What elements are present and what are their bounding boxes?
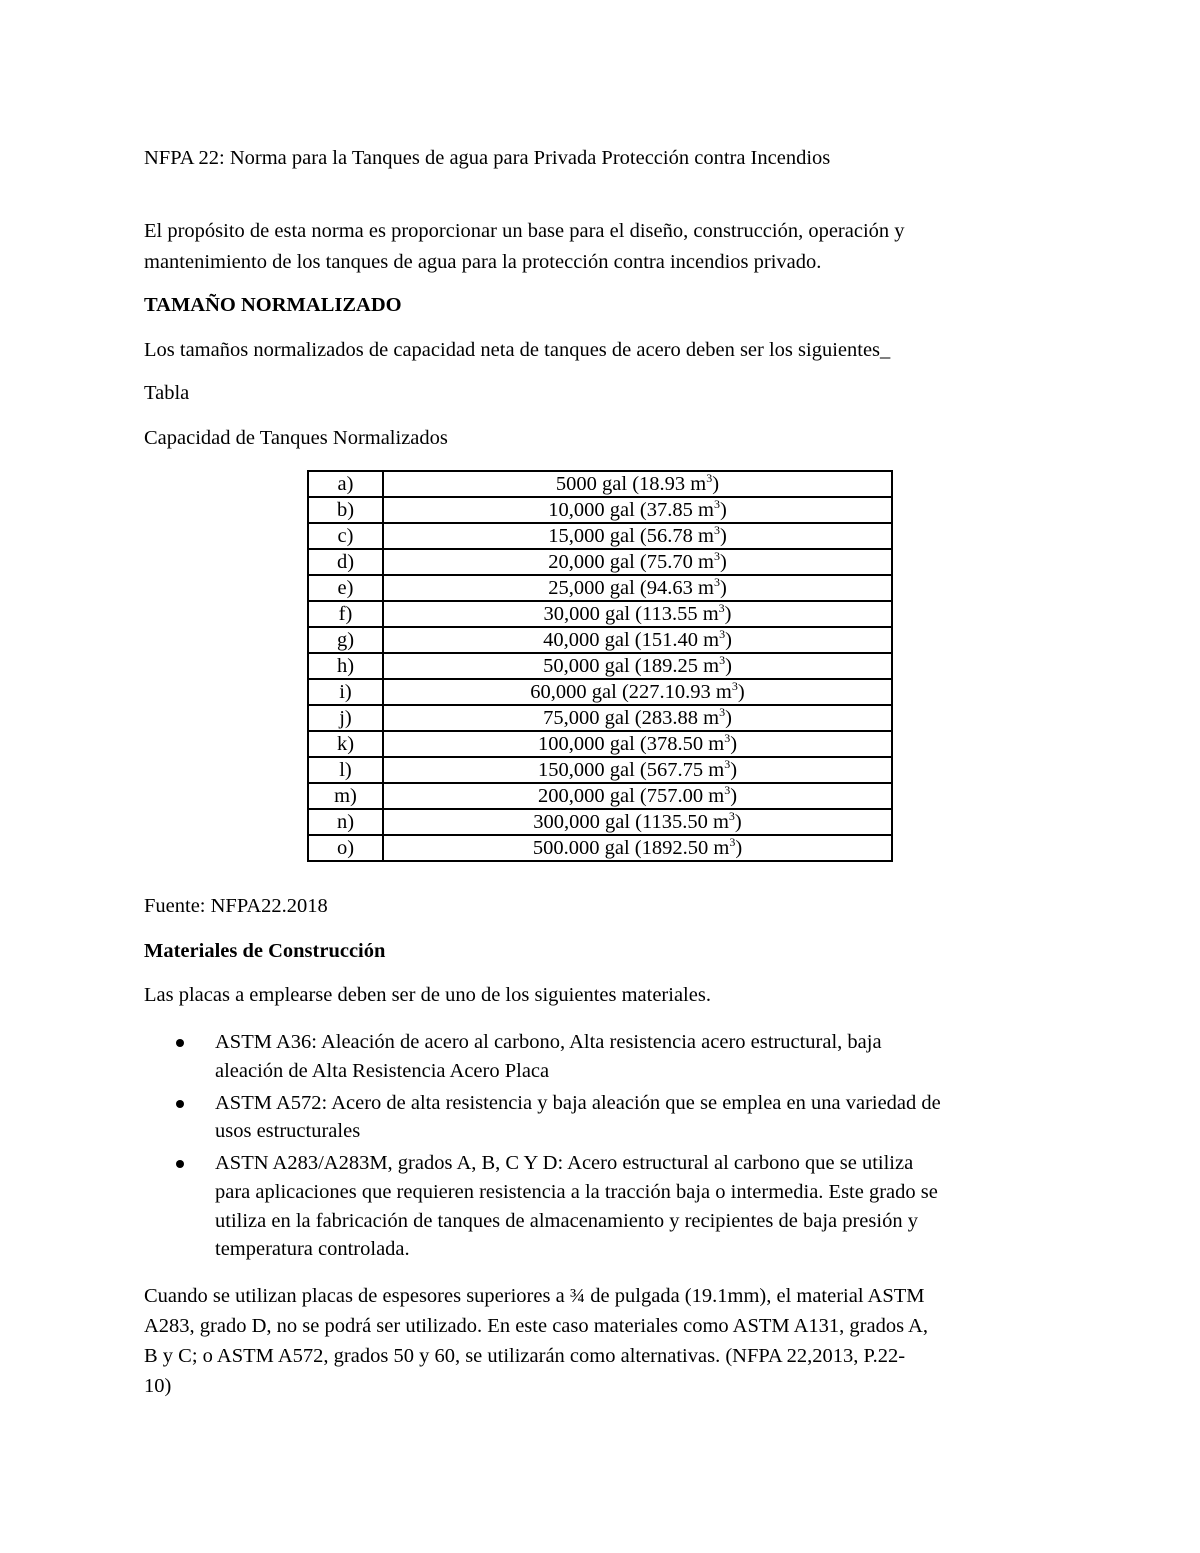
row-key: g) xyxy=(308,627,383,653)
capacity-text: 5000 gal (18.93 m xyxy=(555,473,707,495)
row-key: i) xyxy=(308,679,383,705)
superscript: 3 xyxy=(718,601,725,616)
capacity-text: 200,000 gal (757.00 m xyxy=(537,785,725,807)
row-key: b) xyxy=(308,497,383,523)
row-key: f) xyxy=(308,601,383,627)
paren: ) xyxy=(730,759,738,781)
closing-line: 10) xyxy=(144,1375,172,1397)
heading-materials: Materiales de Construcción xyxy=(144,940,386,962)
table-caption: Capacidad de Tanques Normalizados xyxy=(144,427,448,449)
row-capacity xyxy=(383,731,892,757)
table-row xyxy=(308,497,892,523)
row-capacity xyxy=(383,705,892,731)
paren: ) xyxy=(719,551,727,573)
capacity-text: 50,000 gal (189.25 m xyxy=(543,655,720,677)
capacity-text: 500.000 gal (1892.50 m xyxy=(532,837,730,859)
materials-intro: Las placas a emplearse deben ser de uno de los siguientes materiales. xyxy=(144,984,711,1006)
superscript: 3 xyxy=(724,757,731,772)
paren: ) xyxy=(730,733,738,755)
capacity-text: 15,000 gal (56.78 m xyxy=(548,525,714,547)
row-capacity xyxy=(383,627,892,653)
capacity-text: 10,000 gal (37.85 m xyxy=(548,499,714,521)
table-row xyxy=(308,653,892,679)
table-row xyxy=(308,757,892,783)
row-key: k) xyxy=(308,731,383,757)
superscript: 3 xyxy=(713,549,720,564)
capacity-text: 75,000 gal (283.88 m xyxy=(543,707,720,729)
paren: ) xyxy=(719,499,727,521)
row-key: h) xyxy=(308,653,383,679)
table-row xyxy=(308,549,892,575)
paren: ) xyxy=(725,655,732,677)
bullet-text: ASTM A572: Acero de alta resistencia y baja aleación que se emplea en una variedad de xyxy=(215,1092,941,1114)
table-row xyxy=(308,627,892,653)
purpose-line: mantenimiento de los tanques de agua para la protección contra incendios privado. xyxy=(144,251,822,273)
paren: ) xyxy=(712,473,720,495)
document-title: NFPA 22: Norma para la Tanques de agua para Privada Protección contra Incendios xyxy=(144,147,831,169)
paren: ) xyxy=(725,707,732,729)
superscript: 3 xyxy=(719,653,726,668)
table-row xyxy=(308,471,892,497)
capacity-text: 20,000 gal (75.70 m xyxy=(548,551,714,573)
superscript: 3 xyxy=(719,627,726,642)
bullet-icon xyxy=(176,1100,184,1108)
purpose-line: El propósito de esta norma es proporcionar un base para el diseño, construcción, operación y xyxy=(144,220,905,242)
row-key: l) xyxy=(308,757,383,783)
bullet-text: para aplicaciones que requieren resistencia a la tracción baja o intermedia. Este grado se xyxy=(215,1181,938,1203)
paren: ) xyxy=(730,785,738,807)
paren: ) xyxy=(725,629,732,651)
row-key: d) xyxy=(308,549,383,575)
row-capacity xyxy=(383,549,892,575)
row-capacity xyxy=(383,523,892,549)
table-label: Tabla xyxy=(144,382,190,404)
superscript: 3 xyxy=(724,783,731,798)
capacity-text: 25,000 gal (94.63 m xyxy=(548,577,714,599)
superscript: 3 xyxy=(719,705,726,720)
row-key: c) xyxy=(308,523,383,549)
row-capacity xyxy=(383,575,892,601)
row-key: a) xyxy=(308,471,383,497)
row-capacity xyxy=(383,679,892,705)
bullet-text: usos estructurales xyxy=(215,1120,361,1142)
row-key: n) xyxy=(308,809,383,835)
paren: ) xyxy=(719,525,727,547)
row-capacity xyxy=(383,497,892,523)
capacity-text: 40,000 gal (151.40 m xyxy=(543,629,720,651)
row-capacity xyxy=(383,653,892,679)
capacity-text: 60,000 gal (227.10.93 m xyxy=(530,681,732,703)
capacity-text: 30,000 gal (113.55 m xyxy=(543,603,719,625)
bullet-text: temperatura controlada. xyxy=(215,1238,410,1260)
paren: ) xyxy=(734,811,742,833)
bullet-icon xyxy=(176,1039,184,1047)
superscript: 3 xyxy=(706,471,713,486)
bullet-text: aleación de Alta Resistencia Acero Placa xyxy=(215,1060,550,1082)
table-row xyxy=(308,601,892,627)
capacity-text: 150,000 gal (567.75 m xyxy=(537,759,725,781)
row-key: e) xyxy=(308,575,383,601)
superscript: 3 xyxy=(729,835,736,850)
superscript: 3 xyxy=(728,809,735,824)
superscript: 3 xyxy=(713,497,720,512)
closing-line: Cuando se utilizan placas de espesores superiores a ¾ de pulgada (19.1mm), el material ASTM xyxy=(144,1285,925,1307)
bullet-text: ASTN A283/A283M, grados A, B, C Y D: Acero estructural al carbono que se utiliza xyxy=(215,1152,914,1174)
paren: ) xyxy=(737,681,745,703)
table-row xyxy=(308,523,892,549)
table-row xyxy=(308,575,892,601)
paren: ) xyxy=(724,603,732,625)
capacity-text: 300,000 gal (1135.50 m xyxy=(533,811,729,833)
row-key: m) xyxy=(308,783,383,809)
table-row xyxy=(308,783,892,809)
row-key: o) xyxy=(308,835,383,861)
bullet-icon xyxy=(176,1160,184,1168)
table-source: Fuente: NFPA22.2018 xyxy=(144,895,328,917)
capacity-table xyxy=(307,470,893,862)
closing-line: B y C; o ASTM A572, grados 50 y 60, se utilizarán como alternativas. (NFPA 22,2013, P.22- xyxy=(144,1345,906,1367)
table-row xyxy=(308,705,892,731)
row-key: j) xyxy=(308,705,383,731)
size-intro: Los tamaños normalizados de capacidad neta de tanques de acero deben ser los siguientes_ xyxy=(144,339,891,361)
superscript: 3 xyxy=(724,731,731,746)
row-capacity xyxy=(383,809,892,835)
heading-size: TAMAÑO NORMALIZADO xyxy=(144,294,402,316)
row-capacity xyxy=(383,783,892,809)
row-capacity xyxy=(383,601,892,627)
table-row xyxy=(308,835,892,861)
capacity-text: 100,000 gal (378.50 m xyxy=(537,733,725,755)
bullet-text: ASTM A36: Aleación de acero al carbono, Alta resistencia acero estructural, baja xyxy=(215,1031,882,1053)
paren: ) xyxy=(735,837,743,859)
table-row xyxy=(308,679,892,705)
superscript: 3 xyxy=(713,575,720,590)
bullet-text: utiliza en la fabricación de tanques de almacenamiento y recipientes de baja presión y xyxy=(215,1210,918,1232)
superscript: 3 xyxy=(713,523,720,538)
table-row xyxy=(308,809,892,835)
closing-line: A283, grado D, no se podrá ser utilizado. En este caso materiales como ASTM A131, grados A, xyxy=(144,1315,928,1337)
table-row xyxy=(308,731,892,757)
superscript: 3 xyxy=(731,679,738,694)
row-capacity xyxy=(383,471,892,497)
row-capacity xyxy=(383,757,892,783)
row-capacity xyxy=(383,835,892,861)
paren: ) xyxy=(719,577,727,599)
